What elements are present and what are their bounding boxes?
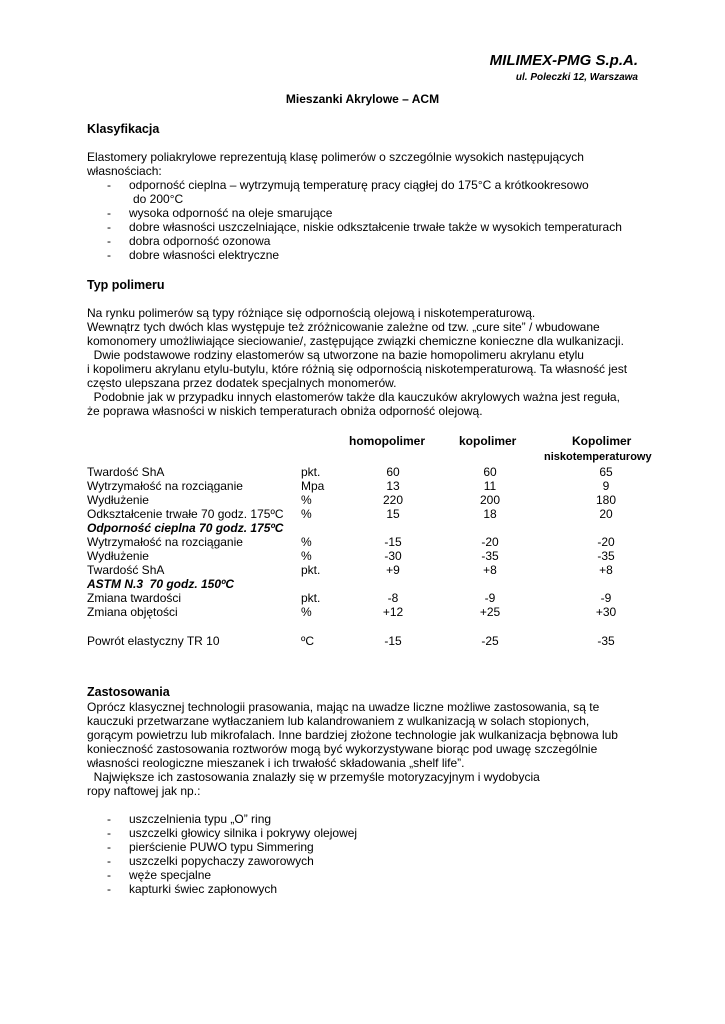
document-title: Mieszanki Akrylowe – ACM <box>285 92 440 106</box>
company-name: MILIMEX-PMG S.p.A. <box>489 52 638 69</box>
section-heading-klasyfikacja: Klasyfikacja <box>87 122 160 136</box>
paragraph-line: własności reologiczne mieszanek i ich trwałość składowania „shelf life”. <box>87 756 465 770</box>
table-header-kopolimer-nisko: Kopolimer <box>572 434 632 448</box>
paragraph-line: często ulepszana przez dodatek specjalnych monomerów. <box>87 376 397 390</box>
table-row: Wytrzymałość na rozciąganie Mpa 13 11 9 <box>87 479 610 493</box>
paragraph-line: Podobnie jak w przypadku innych elastomerów także dla kauczuków akrylowych ważna jest reguła, <box>87 390 620 404</box>
paragraph-line: Wewnątrz tych dwóch klas występuje też zróżnicowanie zależne od tzw. „cure site” / wbudowane <box>87 320 600 334</box>
table-subheading: ASTM N.3 70 godz. 150ºC <box>87 577 235 591</box>
table-subheading: Odporność cieplna 70 godz. 175ºC <box>87 521 284 535</box>
table-row: Wydłużenie % 220 200 180 <box>87 493 617 507</box>
table-row: Powrót elastyczny TR 10 ºC -15 -25 -35 <box>87 634 615 648</box>
paragraph-line: że poprawa własności w niskich temperaturach obniża odporność olejową. <box>87 404 483 418</box>
company-address: ul. Poleczki 12, Warszawa <box>515 72 638 83</box>
table-header-homopolimer: homopolimer <box>349 434 426 448</box>
paragraph-line: gorącym powietrzu lub mikrofalach. Inne bardziej złożone technologie jak wulkanizacja bębnowa lub <box>87 728 618 742</box>
paragraph-line: Elastomery poliakrylowe reprezentują klasę polimerów o szczególnie wysokich następujących <box>87 150 584 164</box>
paragraph-line: konieczność zastosowania roztworów mogą być wykorzystywane biorąc pod uwagę szczególnie <box>87 742 598 756</box>
table-row: Wydłużenie % -30 -35 -35 <box>87 549 615 563</box>
table-row: Twardość ShA pkt. 60 60 65 <box>87 465 613 479</box>
paragraph-line: kauczuki przetwarzane wytłaczaniem lub kalandrowaniem z wulkanizacją w solach stopionych, <box>87 714 590 728</box>
paragraph-line: Oprócz klasycznej technologii prasowania, mając na uwadze liczne możliwe zastosowania, są te <box>87 700 600 714</box>
paragraph-line: własnościach: <box>87 164 162 178</box>
table-row: Zmiana objętości % +12 +25 +30 <box>87 605 617 619</box>
table-header-kopolimer-nisko-sub: niskotemperaturowy <box>544 451 652 463</box>
section-heading-typ-polimeru: Typ polimeru <box>87 278 165 292</box>
table-row: Twardość ShA pkt. +9 +8 +8 <box>87 563 613 577</box>
table-row: Odkształcenie trwałe 70 godz. 175ºC % 15 18 20 <box>87 507 613 521</box>
paragraph-line: Na rynku polimerów są typy różniące się odpornością olejową i niskotemperaturową. <box>87 306 536 320</box>
paragraph-line: komonomery umożliwiające sieciowanie/, zastępujące związki chemiczne konieczne dla wulkanizacji. <box>87 334 624 348</box>
table-header-kopolimer: kopolimer <box>459 434 517 448</box>
paragraph-line: i kopolimeru akrylanu etylu-butylu, które różnią się odpornością niskotemperaturową. Ta własność jest <box>87 362 628 376</box>
table-row: Wytrzymałość na rozciąganie % -15 -20 -20 <box>87 535 615 549</box>
paragraph-line: Największe ich zastosowania znalazły się w przemyśle motoryzacyjnym i wydobycia <box>87 770 540 784</box>
paragraph-line: Dwie podstawowe rodziny elastomerów są utworzone na bazie homopolimeru akrylanu etylu <box>87 348 584 362</box>
section-heading-zastosowania: Zastosowania <box>87 685 170 699</box>
paragraph-line: ropy naftowej jak np.: <box>87 784 201 798</box>
table-row: Zmiana twardości pkt. -8 -9 -9 <box>87 591 612 605</box>
